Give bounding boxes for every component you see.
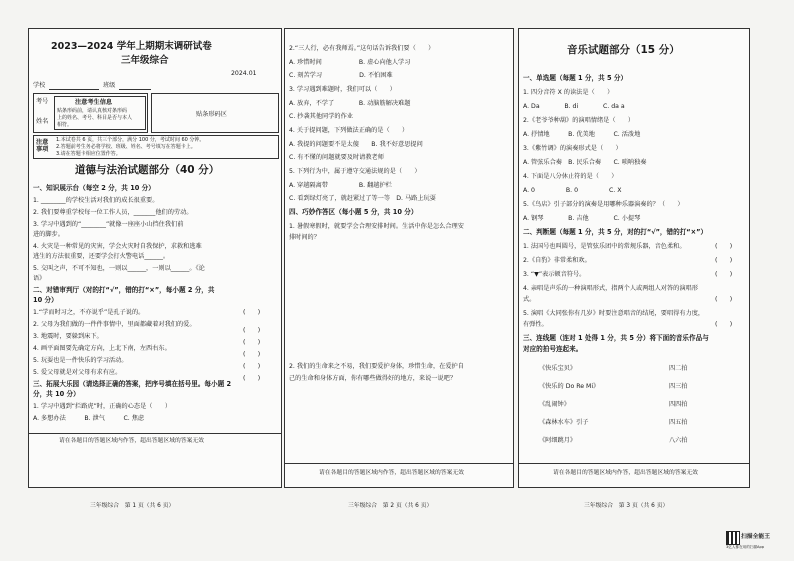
question-line: 式。 xyxy=(523,296,536,303)
page-footer: 三年级综合 第 3 页（共 6 页） xyxy=(584,503,669,509)
option-line: A. 钢琴 B. 吉他 C. 小提琴 xyxy=(523,215,641,222)
class-label: 班级 xyxy=(103,82,116,89)
answer-space[interactable] xyxy=(289,385,509,457)
scanner-logo-icon xyxy=(726,531,740,545)
music-work[interactable]: 《快乐宝贝》 xyxy=(539,365,577,372)
answer-bracket: ( ) xyxy=(243,339,261,346)
page-2-column xyxy=(284,28,514,488)
question-line: 1. 四分音符 X 的读法是（ ） xyxy=(523,89,614,96)
answer-bracket: ( ) xyxy=(243,363,261,370)
question-line: 5. 玩耍也是一件快乐的学习活动。 xyxy=(33,357,128,364)
question-line: 2. 父母为我们做的一件件事情中，里面都藏着对我们的爱。 xyxy=(33,321,196,328)
question-line: 3.《紫竹调》的演奏形式是（ ） xyxy=(523,145,622,152)
question-line: 1. 学习中遇到“拦路虎”时，正确的心态是（ ） xyxy=(33,403,172,410)
answer-bracket: ( ) xyxy=(243,351,261,358)
answer-area-warning: 请在各题目的答题区域内作答，超出答题区域的答案无效 xyxy=(553,470,698,476)
notice-title: 注意考生信息 xyxy=(75,99,113,106)
question-line: 2.“三人行，必有我师焉。”这句话告诉我们要（ ） xyxy=(289,45,435,52)
option-line: C. 抄袭其他同学的作业 xyxy=(289,113,353,120)
music-work[interactable]: 《森林水车》引子 xyxy=(539,419,589,426)
music-work[interactable]: 《阿细跳月》 xyxy=(539,437,577,444)
answer-bracket: ( ) xyxy=(715,271,733,278)
question-line: 有弹性。 xyxy=(523,321,548,328)
student-info-box xyxy=(33,93,148,133)
answer-bracket: ( ) xyxy=(243,327,261,334)
answer-area-warning: 请在各题目的答题区域内作答，超出答题区域的答案无效 xyxy=(319,470,464,476)
page-footer: 三年级综合 第 1 页（共 6 页） xyxy=(90,503,175,509)
part-title-music: 音乐试题部分（15 分） xyxy=(567,44,680,56)
section-heading: 一、单选题（每题 1 分，共 5 分） xyxy=(523,74,628,82)
question-line: 3. 地震时，要躲到床下。 xyxy=(33,333,103,340)
notice-line: 相符。 xyxy=(57,122,73,128)
question-line: A. 多想办法 B. 泄气 C. 焦虑 xyxy=(33,415,145,422)
question-line: 4. 画平面图要先确定方向，上北下南，左西右东。 xyxy=(33,345,171,352)
question-line: 5. 爱父母就是对父母有求有应。 xyxy=(33,369,122,376)
question-line: 5. 下列行为中，属于遵守交通法规的是（ ） xyxy=(289,168,421,175)
question-line: 5. 演唱《大同张你有几岁》时要注意唱音的结尾，要唱得有力度， xyxy=(523,310,705,317)
question-line: 逃生的方法很重要，还要学会打火警电话______。 xyxy=(33,253,170,260)
question-line: 3. 学习中遇到的“________”就像一座座小山挡住我们前 xyxy=(33,221,184,228)
question-line: 2. 我们的生命来之不易，我们要爱护身体，珍惜生命，在爱护自 xyxy=(289,363,464,370)
answer-bracket: ( ) xyxy=(715,296,733,303)
time-signature[interactable]: 八六拍 xyxy=(669,437,688,444)
page-1-column xyxy=(28,28,282,488)
question-line: 2.《自豹》非常柔和欢。 xyxy=(523,257,591,264)
school-label: 学校 xyxy=(33,82,46,89)
option-line: C. 刻苦学习 D. 不怕困难 xyxy=(289,72,393,79)
question-line: 4. 火灾是一种常见的灾害，学会火灾时自我保护，求救和逃难 xyxy=(33,243,202,250)
option-line: C. 看到绿灯亮了，就赶紧过了等一等 D. 马路上玩耍 xyxy=(289,195,436,202)
answer-area-warning: 请在各题目的答题区域内作答，超出答题区域的答案无效 xyxy=(59,438,204,444)
answer-space[interactable] xyxy=(289,243,509,353)
answer-bracket: ( ) xyxy=(243,375,261,382)
answer-bracket: ( ) xyxy=(715,243,733,250)
barcode-area xyxy=(151,93,279,133)
answer-bracket: ( ) xyxy=(715,321,733,328)
option-line: C. 有不懂的问题就要及时请教老师 xyxy=(289,154,384,161)
section-heading: 二、判断题（每题 1 分，共 5 分，对的打“√”，错的打“×”） xyxy=(523,228,708,236)
instruction-line: 3.请在答题卡相应位置作答。 xyxy=(56,151,121,157)
question-line: 进的脚步。 xyxy=(33,231,64,238)
option-line: A. 我提的问题要不是太傻 B. 我不好意思提问 xyxy=(289,141,423,148)
option-line: A. 0 B. 0 C. X xyxy=(523,187,622,194)
section-heading: 一、知识展示台（每空 2 分，共 10 分） xyxy=(33,184,155,192)
question-line: 语》 xyxy=(33,275,46,282)
scanner-label: 扫描全能王 xyxy=(741,534,770,540)
question-line: 2. 我们要尊重学校每一位工作人员，_______他们的劳动。 xyxy=(33,209,193,216)
question-line: 排时间的？ xyxy=(289,234,320,241)
music-work[interactable]: 《快乐的 Do Re Mi》 xyxy=(539,383,600,390)
barcode-label: 贴条形码区 xyxy=(196,111,227,118)
exam-title: 2023—2024 学年上期期末调研试卷 xyxy=(51,41,212,52)
section-heading: 三、拓展大乐园（请选择正确的答案，把序号填在括号里。每小题 2 xyxy=(33,380,232,388)
time-signature[interactable]: 四五拍 xyxy=(669,419,688,426)
section-heading: 对应的拍号连起来。 xyxy=(523,345,583,353)
option-line: A. 穿越隔离带 B. 翻越护栏 xyxy=(289,182,392,189)
instruction-line: 2.答题前考生务必将学校、班级、姓名、考号填写在答题卡上。 xyxy=(56,144,196,150)
scanner-subtitle: 3亿人都在用的扫描App xyxy=(726,545,765,549)
instructions-box xyxy=(33,135,279,159)
answer-bracket: ( ) xyxy=(243,309,261,316)
option-line: A. 珍惜时间 B. 虚心向他人学习 xyxy=(289,59,411,66)
section-heading: 四、巧妙作答区（每小题 5 分，共 10 分） xyxy=(289,208,418,216)
question-line: 2.《老爷爷种葫》的演唱情绪是（ ） xyxy=(523,117,635,124)
question-line: 4. 亲唱是声乐的一种演唱形式，指两个人或两组人对答的演唱形 xyxy=(523,285,698,292)
section-heading: 三、连线题（连对 1 处得 1 分，共 5 分）将下面的音乐作品与 xyxy=(523,334,709,342)
question-line: 3. “▼”表示顿音符号。 xyxy=(523,271,586,278)
notice-line: 上的姓名、考号、科目是否与本人 xyxy=(57,115,133,121)
question-line: 4. 下面是八分休止符的是（ ） xyxy=(523,173,618,180)
question-line: 4. 关于提问题，下列做法正确的是（ ） xyxy=(289,127,409,134)
instructions-label: 注意事项 xyxy=(36,139,49,153)
question-line: 3. 学习遇到难题时，我们可以（ ） xyxy=(289,86,396,93)
section-heading: 10 分） xyxy=(33,296,58,304)
question-line: 1.“学而时习之，不亦说乎”是孔子说的。 xyxy=(33,309,145,316)
notice-line: 贴条形码前，请认真核对条形码 xyxy=(57,108,128,114)
question-line: 1. 法国号也叫圆号，是管弦乐团中的常规乐器，音色柔和。 xyxy=(523,243,686,250)
part-title-morality: 道德与法治试题部分（40 分） xyxy=(75,164,220,176)
page-3-column xyxy=(518,28,750,488)
exam-no-label: 考号 xyxy=(36,98,49,105)
time-signature[interactable]: 四二拍 xyxy=(669,365,688,372)
time-signature[interactable]: 四四拍 xyxy=(669,401,688,408)
option-line: A. Da B. di C. da a xyxy=(523,103,625,110)
option-line: A. 管弦乐合奏 B. 民乐合奏 C. 唢呐独奏 xyxy=(523,159,647,166)
exam-subtitle: 三年级综合 xyxy=(121,55,169,66)
question-line: 1. 暑假寒假时，就要学会合理安排时间。生活中你是怎么合理安 xyxy=(289,223,464,230)
name-label: 姓名 xyxy=(36,118,49,125)
question-line: 5. 交叫之声，不可不知也，一则以______，一则以______。《论 xyxy=(33,265,205,272)
exam-date: 2024.01 xyxy=(231,70,257,77)
question-line: 1. ________的学校生活对我们的成长很重要。 xyxy=(33,197,159,204)
section-heading: 二、对错审判厅（对的打“√”，错的打“×”，每小题 2 分，共 xyxy=(33,286,215,294)
instruction-line: 1.本试卷共 6 页，共三个部分，满分 100 分，考试时间 60 分钟。 xyxy=(56,137,205,143)
page-footer: 三年级综合 第 2 页（共 6 页） xyxy=(348,503,433,509)
section-heading: 分，共 10 分） xyxy=(33,390,80,398)
question-line: 5.《鸟店》引子部分的演奏是用哪种乐器演奏的？（ ） xyxy=(523,201,684,208)
option-line: A. 放弃，不学了 B. 动脑筋解决难题 xyxy=(289,100,411,107)
notice-box xyxy=(54,96,146,130)
time-signature[interactable]: 四三拍 xyxy=(669,383,688,390)
option-line: A. 抒情地 B. 优美地 C. 活泼地 xyxy=(523,131,641,138)
music-work[interactable]: 《乱闹钟》 xyxy=(539,401,570,408)
answer-bracket: ( ) xyxy=(715,257,733,264)
question-line: 己的生命和身体方面，你有哪些做得好的地方，来说一说吧？ xyxy=(289,375,457,382)
